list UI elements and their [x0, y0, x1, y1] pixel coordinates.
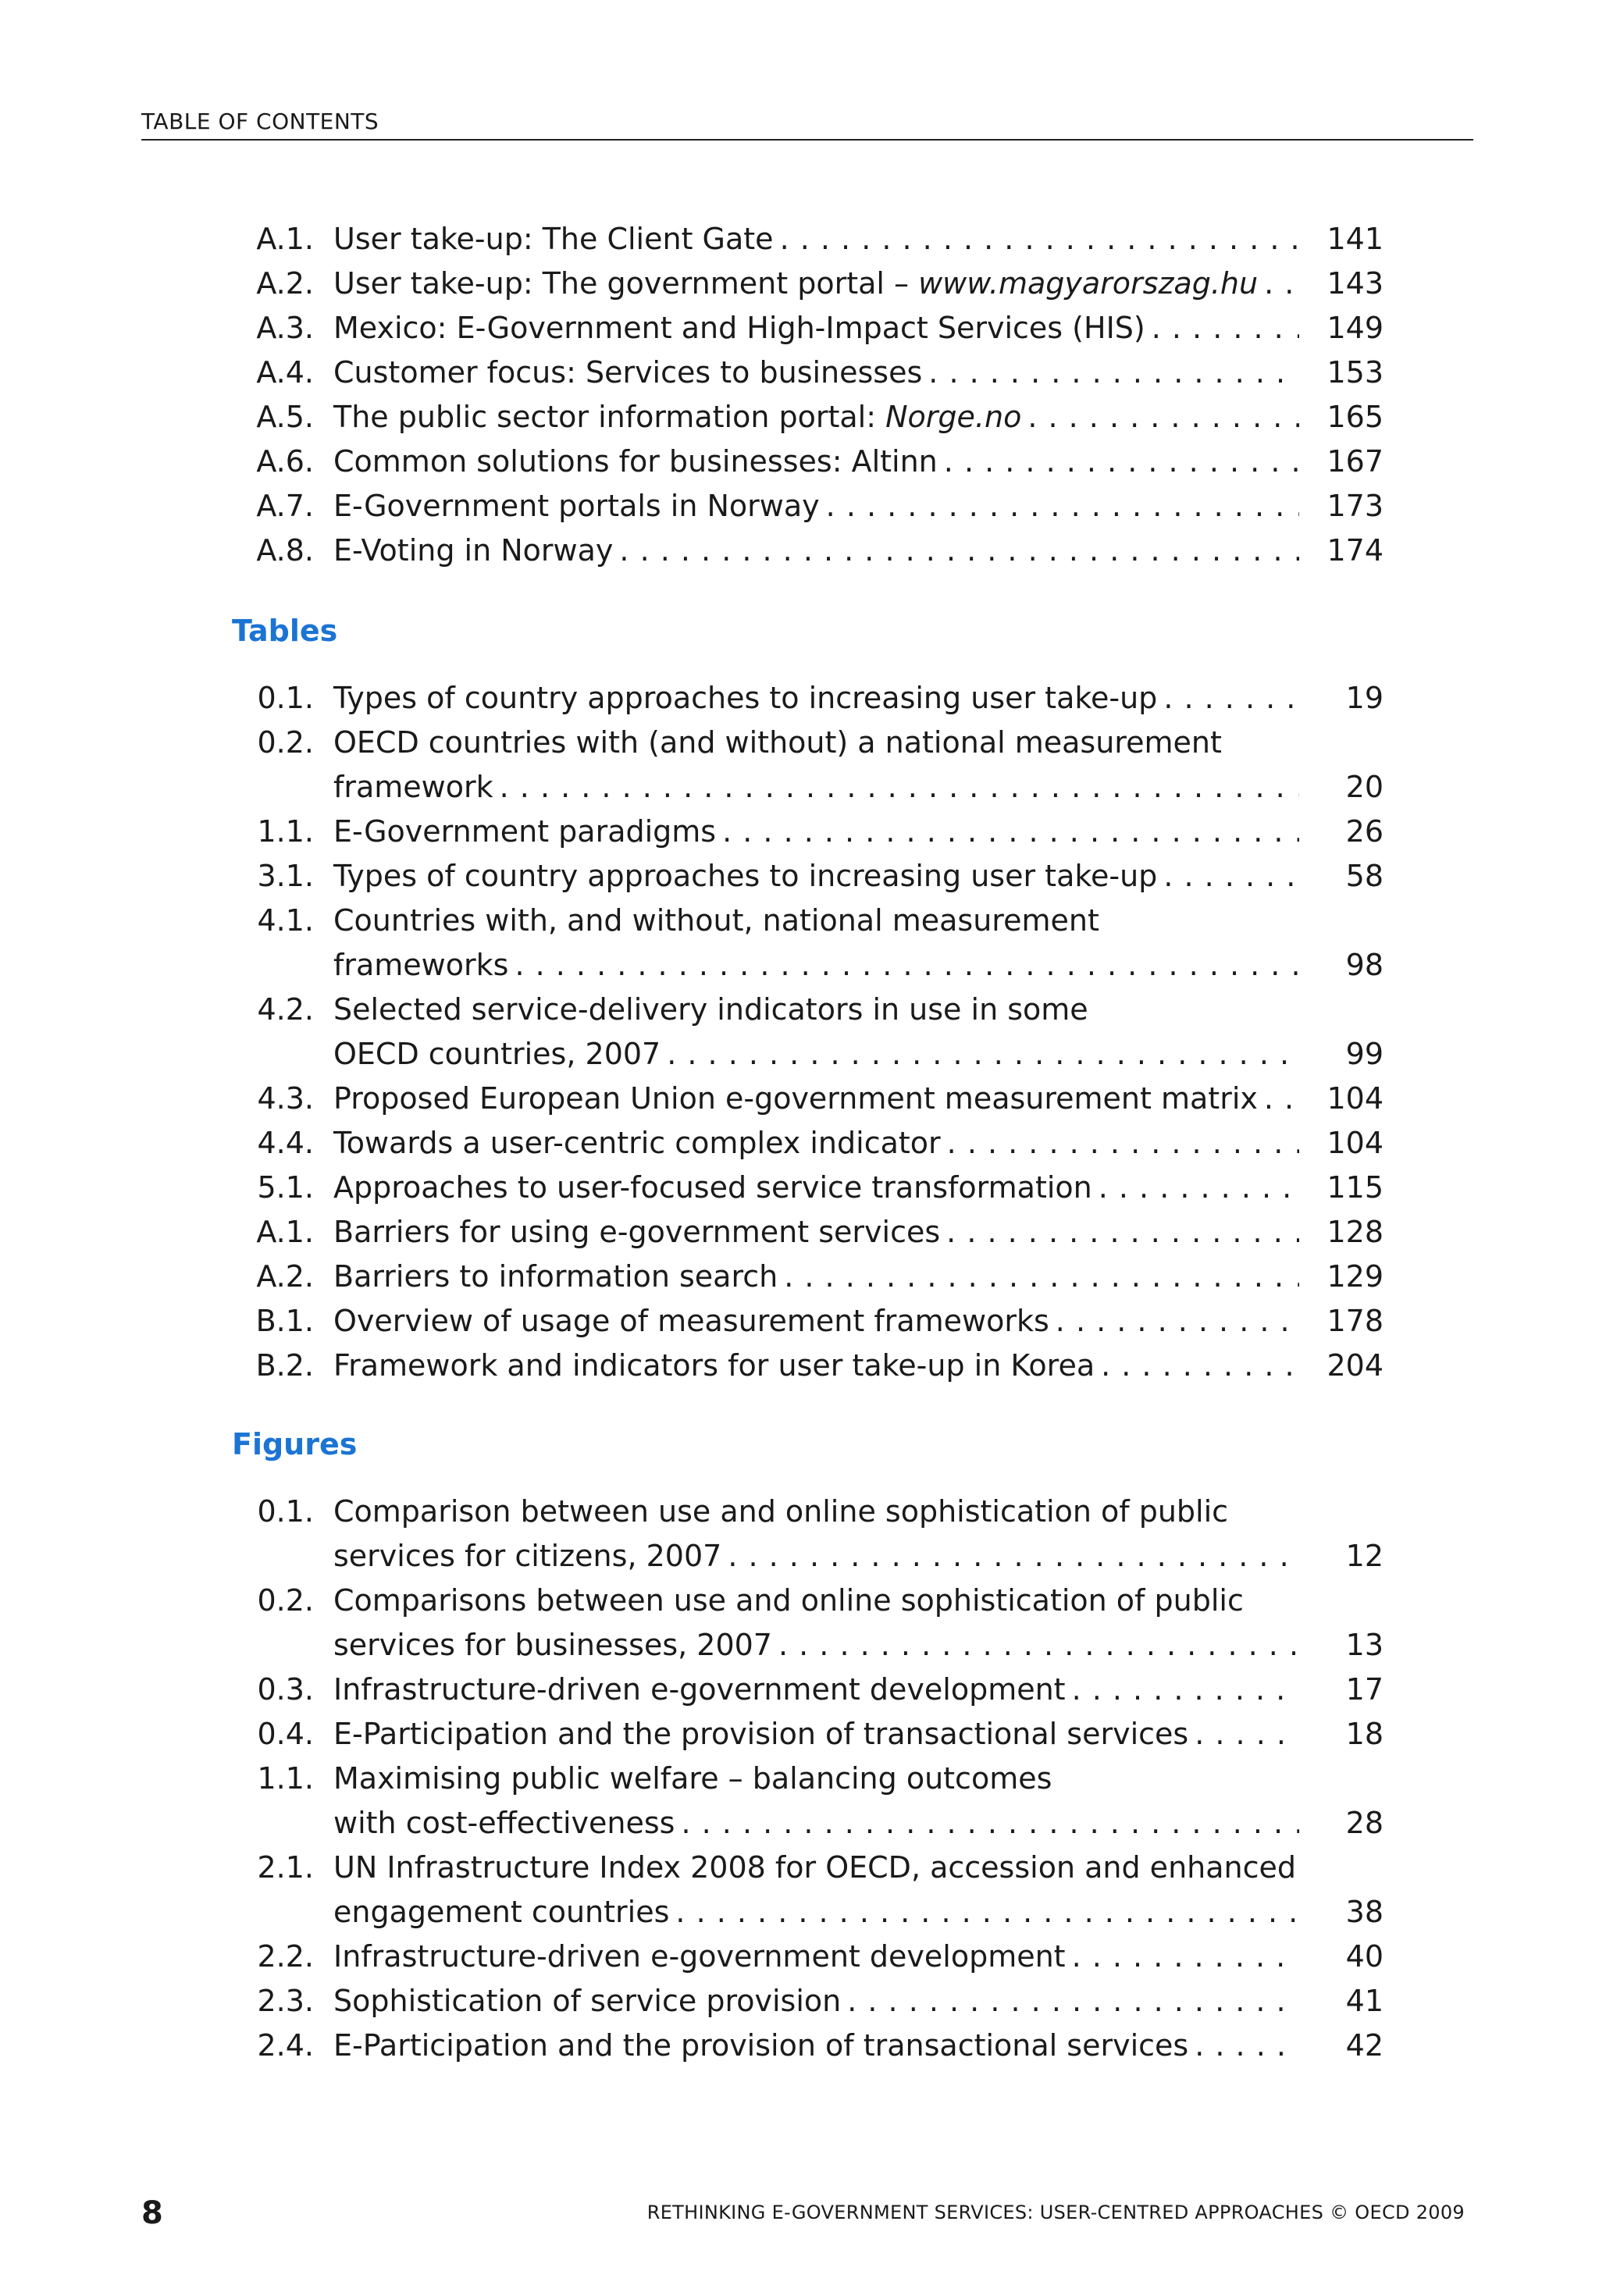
entry-title: framework: [333, 770, 493, 804]
entry-title-line: [333, 440, 1384, 484]
entry-number: A.1.: [256, 222, 314, 256]
entry-title: engagement countries: [333, 1895, 670, 1929]
entry-page-number: 153: [1327, 355, 1384, 390]
entry-title-line: [333, 1935, 1384, 1979]
entry-number: A.5.: [256, 400, 314, 434]
entry-title-line: [333, 1623, 1384, 1668]
entry-title-line: [333, 395, 1384, 440]
entry-page-number: 18: [1345, 1717, 1384, 1751]
entry-number: A.6.: [256, 444, 314, 479]
entry-title: E-Participation and the provision of transactional services: [333, 2028, 1189, 2063]
entry-number: 0.4.: [257, 1717, 314, 1751]
entry-title-first-line: OECD countries with (and without) a national measurement: [333, 725, 1222, 760]
entry-number: 4.4.: [257, 1126, 314, 1160]
entry-page-number: 115: [1327, 1170, 1384, 1205]
entry-title-line: [333, 810, 1384, 854]
entry-page-number: 143: [1327, 266, 1384, 301]
entry-title-first-line: Maximising public welfare – balancing outcomes: [333, 1761, 1052, 1796]
entry-title-line: [333, 1712, 1384, 1757]
entry-number: A.2.: [256, 266, 314, 301]
entry-title-line: [333, 1979, 1384, 2024]
entry-title-line: [333, 2024, 1384, 2068]
entry-number: 2.1.: [257, 1850, 314, 1885]
entry-title-first-line: Countries with, and without, national measurement: [333, 903, 1099, 938]
entry-page-number: 28: [1345, 1806, 1384, 1840]
entry-title-text: The public sector information portal:: [333, 400, 886, 434]
entry-page-number: 128: [1327, 1215, 1384, 1249]
dot-leader: [681, 1801, 1299, 1846]
entry-title: Mexico: E-Government and High-Impact Services (HIS): [333, 311, 1145, 345]
entry-page-number: 13: [1345, 1628, 1384, 1662]
entry-title: services for businesses, 2007: [333, 1628, 772, 1662]
entry-title-line: [333, 765, 1384, 810]
dot-leader: [1163, 854, 1299, 899]
entry-page-number: 165: [1327, 400, 1384, 434]
dot-leader: [1195, 2024, 1299, 2068]
entry-page-number: 42: [1345, 2028, 1384, 2063]
entry-number: B.2.: [255, 1348, 314, 1383]
entry-title: Common solutions for businesses: Altinn: [333, 444, 938, 479]
entry-page-number: 174: [1327, 533, 1384, 568]
entry-number: A.8.: [256, 533, 314, 568]
entry-number: 4.3.: [257, 1081, 314, 1116]
entry-title: E-Participation and the provision of transactional services: [333, 1717, 1189, 1751]
entry-title: Overview of usage of measurement frameworks: [333, 1304, 1049, 1338]
dot-leader: [1163, 676, 1299, 721]
entry-page-number: 40: [1345, 1939, 1384, 1974]
entry-title-line: [333, 306, 1384, 351]
entry-number: A.7.: [256, 489, 314, 523]
entry-title-line: [333, 484, 1384, 529]
entry-title-first-line: Comparison between use and online sophistication of public: [333, 1494, 1229, 1529]
dot-leader: [675, 1890, 1299, 1935]
dot-leader: [1152, 306, 1299, 351]
dot-leader: [944, 440, 1299, 484]
entry-title: Approaches to user-focused service transformation: [333, 1170, 1092, 1205]
entry-title: E-Government paradigms: [333, 814, 717, 849]
entry-title-line: [333, 262, 1384, 306]
entry-number: 0.3.: [257, 1672, 314, 1707]
entry-number: 0.2.: [257, 1583, 314, 1618]
entry-page-number: 98: [1345, 948, 1384, 982]
entry-title-line: [333, 1121, 1384, 1166]
entry-page-number: 58: [1345, 859, 1384, 893]
entry-title-line: [333, 1534, 1384, 1579]
entry-page-number: 104: [1327, 1081, 1384, 1116]
entry-number: 4.2.: [257, 992, 314, 1027]
entry-title: Types of country approaches to increasing user take-up: [333, 681, 1158, 715]
entry-title-italic: Norge.no: [885, 400, 1022, 434]
dot-leader: [1264, 262, 1299, 306]
entry-title-first-line: Comparisons between use and online sophistication of public: [333, 1583, 1244, 1618]
entry-page-number: 167: [1327, 444, 1384, 479]
dot-leader: [1072, 1668, 1299, 1712]
tables-heading: Tables: [232, 614, 338, 648]
dot-leader: [947, 1121, 1299, 1166]
footer-copyright: RETHINKING E-GOVERNMENT SERVICES: USER-CENTRED APPROACHES © OECD 2009: [646, 2202, 1465, 2223]
entry-title-italic: www.magyarorszag.hu: [918, 266, 1259, 301]
dot-leader: [1101, 1344, 1299, 1388]
entry-title: with cost-effectiveness: [333, 1806, 675, 1840]
entry-page-number: 41: [1345, 1984, 1384, 2018]
entry-page-number: 129: [1327, 1259, 1384, 1294]
entry-number: A.1.: [256, 1215, 314, 1249]
entry-title-line: [333, 1890, 1384, 1935]
entry-number: 0.1.: [257, 681, 314, 715]
dot-leader: [1056, 1299, 1299, 1344]
entry-title-line: [333, 943, 1384, 988]
entry-title: Infrastructure-driven e-government development: [333, 1672, 1066, 1707]
entry-title: Barriers for using e-government services: [333, 1215, 941, 1249]
entry-page-number: 173: [1327, 489, 1384, 523]
dot-leader: [515, 943, 1299, 988]
header-rule: [141, 139, 1473, 141]
entry-title: OECD countries, 2007: [333, 1037, 661, 1071]
entry-number: A.3.: [256, 311, 314, 345]
entry-title-line: [333, 1299, 1384, 1344]
entry-title: Customer focus: Services to businesses: [333, 355, 923, 390]
dot-leader: [946, 1210, 1299, 1255]
dot-leader: [619, 529, 1299, 573]
entry-page-number: 141: [1327, 222, 1384, 256]
entry-title-line: [333, 1344, 1384, 1388]
entry-title: [333, 395, 1021, 440]
dot-leader: [1099, 1166, 1299, 1210]
dot-leader: [780, 217, 1299, 262]
dot-leader: [784, 1255, 1299, 1299]
entry-title: services for citizens, 2007: [333, 1539, 722, 1573]
entry-title-line: [333, 676, 1384, 721]
entry-number: 4.1.: [257, 903, 314, 938]
entry-page-number: 99: [1345, 1037, 1384, 1071]
dot-leader: [826, 484, 1299, 529]
dot-leader: [667, 1032, 1299, 1077]
entry-title-line: [333, 529, 1384, 573]
dot-leader: [778, 1623, 1299, 1668]
entry-title-line: [333, 1032, 1384, 1077]
entry-title-first-line: Selected service-delivery indicators in use in some: [333, 992, 1088, 1027]
entry-title-text: User take-up: The government portal –: [333, 266, 919, 301]
entry-title-first-line: UN Infrastructure Index 2008 for OECD, accession and enhanced: [333, 1850, 1296, 1885]
entry-title-line: [333, 1801, 1384, 1846]
entry-page-number: 17: [1345, 1672, 1384, 1707]
entry-page-number: 19: [1345, 681, 1384, 715]
figures-heading: Figures: [232, 1427, 358, 1461]
entry-page-number: 149: [1327, 311, 1384, 345]
entry-number: A.2.: [256, 1259, 314, 1294]
entry-number: 0.1.: [257, 1494, 314, 1529]
entry-title-line: [333, 1255, 1384, 1299]
dot-leader: [1195, 1712, 1299, 1757]
entry-title: Infrastructure-driven e-government development: [333, 1939, 1066, 1974]
entry-number: 1.1.: [257, 814, 314, 849]
entry-title: [333, 262, 1258, 306]
entry-title-line: [333, 217, 1384, 262]
entry-title-line: [333, 1077, 1384, 1121]
dot-leader: [728, 1534, 1299, 1579]
entry-page-number: 20: [1345, 770, 1384, 804]
entry-title-line: [333, 854, 1384, 899]
entry-number: 2.4.: [257, 2028, 314, 2063]
page-number: 8: [141, 2195, 163, 2231]
entry-number: 2.3.: [257, 1984, 314, 2018]
entry-title: E-Government portals in Norway: [333, 489, 820, 523]
entry-number: B.1.: [255, 1304, 314, 1338]
entry-title-line: [333, 1210, 1384, 1255]
entry-title: frameworks: [333, 948, 509, 982]
entry-title-line: [333, 1166, 1384, 1210]
dot-leader: [1072, 1935, 1299, 1979]
entry-title: Types of country approaches to increasing user take-up: [333, 859, 1158, 893]
entry-page-number: 204: [1327, 1348, 1384, 1383]
entry-title: Proposed European Union e-government measurement matrix: [333, 1081, 1258, 1116]
entry-title-line: [333, 1668, 1384, 1712]
running-head: TABLE OF CONTENTS: [141, 109, 379, 134]
entry-page-number: 26: [1345, 814, 1384, 849]
entry-number: 3.1.: [257, 859, 314, 893]
entry-page-number: 12: [1345, 1539, 1384, 1573]
entry-title: Sophistication of service provision: [333, 1984, 842, 2018]
entry-number: 5.1.: [257, 1170, 314, 1205]
entry-number: A.4.: [256, 355, 314, 390]
entry-title: User take-up: The Client Gate: [333, 222, 774, 256]
entry-number: 2.2.: [257, 1939, 314, 1974]
entry-title: Framework and indicators for user take-up in Korea: [333, 1348, 1095, 1383]
entry-title-line: [333, 351, 1384, 395]
dot-leader: [722, 810, 1299, 854]
dot-leader: [1264, 1077, 1299, 1121]
entry-title: E-Voting in Norway: [333, 533, 614, 568]
entry-number: 0.2.: [257, 725, 314, 760]
entry-page-number: 178: [1327, 1304, 1384, 1338]
entry-number: 1.1.: [257, 1761, 314, 1796]
entry-title: Towards a user-centric complex indicator: [333, 1126, 941, 1160]
entry-title: Barriers to information search: [333, 1259, 778, 1294]
entry-page-number: 38: [1345, 1895, 1384, 1929]
dot-leader: [500, 765, 1299, 810]
dot-leader: [928, 351, 1299, 395]
entry-page-number: 104: [1327, 1126, 1384, 1160]
dot-leader: [1027, 395, 1299, 440]
dot-leader: [847, 1979, 1299, 2024]
